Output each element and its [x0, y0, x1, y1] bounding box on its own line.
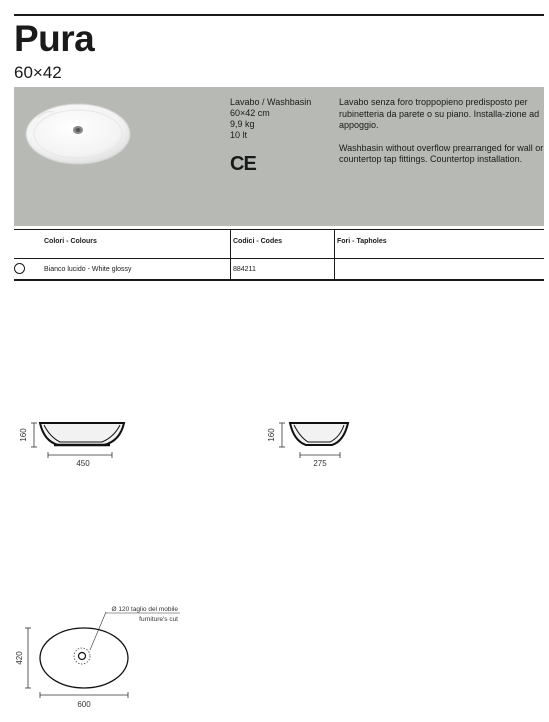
side-view-drawing [264, 415, 364, 473]
header-tapholes: Fori - Tapholes [334, 230, 387, 258]
header-codes: Codici - Codes [230, 230, 282, 258]
top-width-label: 600 [77, 700, 91, 709]
product-title: Pura [14, 18, 95, 59]
side-width-label: 275 [313, 459, 327, 468]
top-rule [14, 14, 544, 16]
table-header [14, 229, 544, 259]
row-colour: Bianco lucido - White glossy [44, 265, 132, 273]
table-row [14, 259, 544, 281]
row-tapholes [334, 259, 337, 279]
top-height-label: 420 [15, 651, 24, 665]
cut-note-line2: furniture's cut [139, 616, 178, 623]
ce-mark-icon: CE [230, 153, 256, 175]
top-view-drawing [14, 598, 214, 712]
side-height-label: 160 [267, 428, 276, 442]
cut-note-line1: Ø 120 taglio del mobile [111, 606, 178, 613]
colour-swatch-icon [14, 263, 25, 274]
description-english: Washbasin without overflow prearranged for wall or countertop tap fittings. Countertop installation. [339, 142, 544, 164]
washbasin-photo [24, 100, 132, 166]
description [339, 97, 544, 177]
spec-line: 60×42 cm [230, 108, 270, 118]
front-height-label: 160 [19, 428, 28, 442]
spec-block [230, 97, 311, 141]
front-view-drawing [14, 415, 134, 473]
spec-line: 10 lt [230, 130, 248, 140]
description-italian: Lavabo senza foro troppopieno predisposto per rubinetteria da parete o su piano. Installa-zione ad appoggio. [339, 97, 540, 130]
product-table [14, 229, 544, 281]
row-code: 884211 [230, 259, 256, 279]
front-width-label: 450 [76, 459, 90, 468]
header-colours: Colori - Colours [44, 238, 97, 245]
spec-line: 9,9 kg [230, 119, 255, 129]
spec-line: Lavabo / Washbasin [230, 97, 312, 107]
product-size: 60×42 [14, 63, 62, 82]
